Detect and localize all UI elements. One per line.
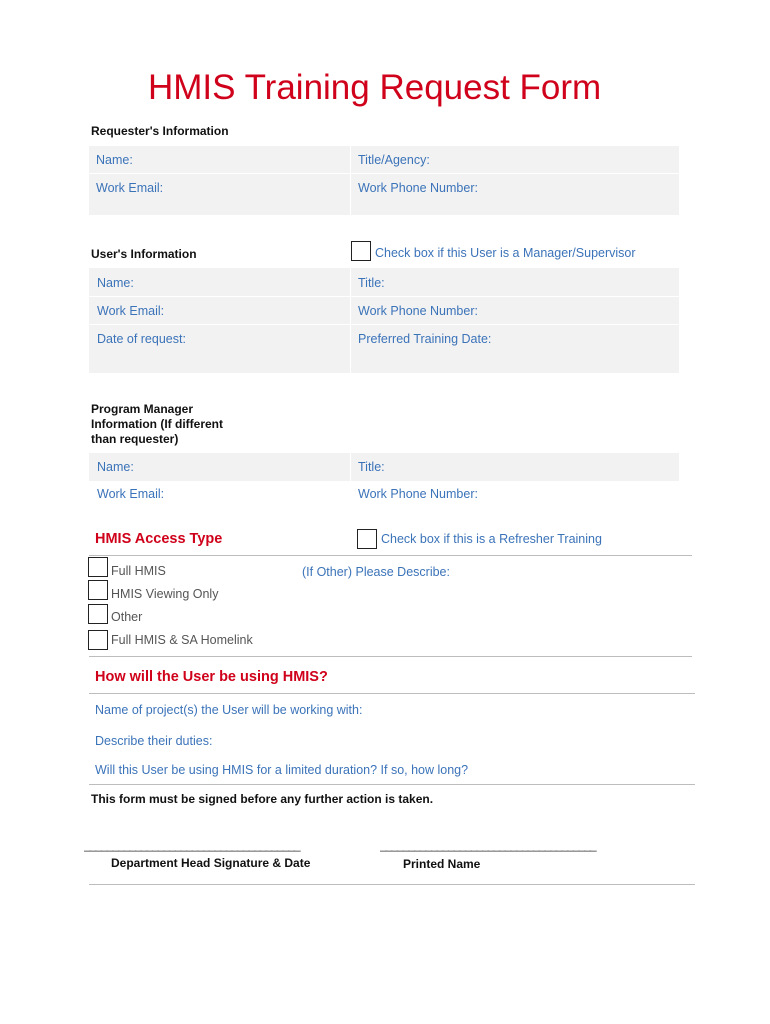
requester-phone-field[interactable]: Work Phone Number: bbox=[358, 181, 478, 195]
other-describe-field[interactable]: (If Other) Please Describe: bbox=[302, 565, 450, 579]
full-hmis-checkbox[interactable] bbox=[88, 557, 108, 577]
section-rule bbox=[89, 656, 692, 657]
form-title: HMIS Training Request Form bbox=[148, 68, 602, 107]
usage-heading: How will the User be using HMIS? bbox=[95, 669, 328, 685]
pm-phone-field[interactable]: Work Phone Number: bbox=[358, 487, 478, 501]
row-separator bbox=[89, 324, 679, 325]
other-checkbox[interactable] bbox=[88, 604, 108, 624]
section-rule bbox=[89, 784, 695, 785]
requester-title-field[interactable]: Title/Agency: bbox=[358, 153, 430, 167]
row-separator bbox=[89, 296, 679, 297]
duration-field[interactable]: Will this User be using HMIS for a limited duration? If so, how long? bbox=[95, 763, 469, 777]
user-phone-field[interactable]: Work Phone Number: bbox=[358, 304, 478, 318]
section-rule bbox=[89, 884, 695, 885]
duties-field[interactable]: Describe their duties: bbox=[95, 734, 213, 748]
manager-checkbox[interactable] bbox=[351, 241, 371, 261]
column-separator bbox=[350, 268, 351, 373]
user-heading: User's Information bbox=[91, 247, 197, 261]
requester-heading: Requester's Information bbox=[91, 124, 229, 138]
section-rule bbox=[89, 555, 692, 556]
printed-name-label: Printed Name bbox=[403, 857, 481, 871]
pm-name-field[interactable]: Name: bbox=[97, 460, 134, 474]
access-type-heading: HMIS Access Type bbox=[95, 531, 223, 547]
signature-notice: This form must be signed before any further action is taken. bbox=[91, 792, 434, 806]
manager-checkbox-label: Check box if this User is a Manager/Supervisor bbox=[375, 246, 636, 260]
refresher-checkbox-label: Check box if this is a Refresher Training bbox=[381, 532, 602, 546]
user-title-field[interactable]: Title: bbox=[358, 276, 385, 290]
access-option-label: Full HMIS & SA Homelink bbox=[111, 633, 253, 647]
signature-line[interactable]: ______________________________________ bbox=[84, 838, 300, 852]
user-email-field[interactable]: Work Email: bbox=[97, 304, 165, 318]
viewing-only-checkbox[interactable] bbox=[88, 580, 108, 600]
preferred-training-date-field[interactable]: Preferred Training Date: bbox=[358, 332, 492, 346]
pm-email-field[interactable]: Work Email: bbox=[97, 487, 165, 501]
program-manager-heading bbox=[91, 402, 223, 447]
program-manager-heading-line: Information (If different bbox=[91, 417, 223, 431]
pm-title-field[interactable]: Title: bbox=[358, 460, 385, 474]
program-manager-heading-line: than requester) bbox=[91, 432, 179, 446]
projects-field[interactable]: Name of project(s) the User will be working with: bbox=[95, 703, 363, 717]
access-option-label: Other bbox=[111, 610, 143, 624]
dept-head-signature-label: Department Head Signature & Date bbox=[111, 856, 311, 870]
requester-name-field[interactable]: Name: bbox=[96, 153, 133, 167]
program-manager-heading-line: Program Manager bbox=[91, 402, 194, 416]
access-option-label: HMIS Viewing Only bbox=[111, 587, 219, 601]
column-separator bbox=[350, 453, 351, 481]
full-hmis-sa-homelink-checkbox[interactable] bbox=[88, 630, 108, 650]
refresher-checkbox[interactable] bbox=[357, 529, 377, 549]
row-separator bbox=[89, 173, 679, 174]
column-separator bbox=[350, 146, 351, 215]
date-of-request-field[interactable]: Date of request: bbox=[97, 332, 186, 346]
requester-email-field[interactable]: Work Email: bbox=[96, 181, 164, 195]
section-rule bbox=[89, 693, 695, 694]
access-option-label: Full HMIS bbox=[111, 564, 166, 578]
user-name-field[interactable]: Name: bbox=[97, 276, 134, 290]
printed-name-line[interactable]: ______________________________________ bbox=[380, 838, 596, 852]
